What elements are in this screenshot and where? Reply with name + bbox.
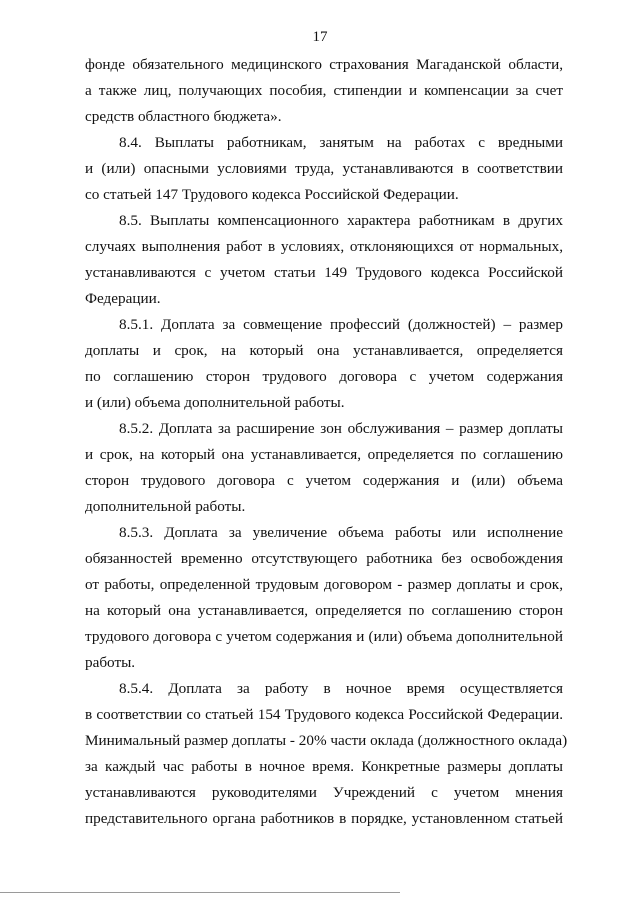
text-line: средств областного бюджета». [85, 108, 282, 125]
text-line: в соответствии со статьей 154 Трудового кодекса Российской Федерации. [85, 706, 563, 723]
text-line: 8.5.1. Доплата за совмещение профессий (должностей) – размер [119, 316, 563, 333]
text-line: на который она устанавливается, определяется по соглашению сторон [85, 602, 563, 619]
text-line: со статьей 147 Трудового кодекса Российской Федерации. [85, 186, 459, 203]
text-line: случаях выполнения работ в условиях, отклоняющихся от нормальных, [85, 238, 563, 255]
text-line: дополнительной работы. [85, 498, 246, 515]
paragraph-8-5-4 [85, 676, 568, 832]
text-line: и срок, на который она устанавливается, определяется по соглашению [85, 446, 563, 463]
paragraph-8-4 [85, 130, 563, 208]
document-body [85, 52, 568, 832]
paragraph-8-5 [85, 208, 563, 312]
paragraph-continuation [85, 52, 563, 130]
text-line: представительного органа работников в порядке, установленном статьей [85, 810, 563, 827]
paragraph-8-5-2 [85, 416, 563, 520]
text-line: сторон трудового договора с учетом содержания и (или) объема [85, 472, 563, 489]
text-line: обязанностей временно отсутствующего работника без освобождения [85, 550, 563, 567]
text-line: трудового договора с учетом содержания и (или) объема дополнительной [85, 628, 563, 645]
text-line: за каждый час работы в ночное время. Конкретные размеры доплаты [85, 758, 563, 775]
page-number: 17 [312, 29, 328, 45]
text-line: 8.4. Выплаты работникам, занятым на работах с вредными [119, 134, 563, 151]
text-line: устанавливаются руководителями Учреждений с учетом мнения [85, 784, 563, 801]
footer-divider [0, 892, 400, 893]
text-line: устанавливаются с учетом статьи 149 Трудового кодекса Российской [85, 264, 563, 281]
text-line: и (или) опасными условиями труда, устанавливаются в соответствии [85, 160, 563, 177]
paragraph-8-5-1 [85, 312, 563, 416]
text-line: а также лиц, получающих пособия, стипендии и компенсации за счет [85, 82, 563, 99]
text-line: Минимальный размер доплаты - 20% части оклада (должностного оклада) [85, 732, 568, 749]
text-line: 8.5.3. Доплата за увеличение объема работы или исполнение [119, 524, 563, 541]
text-line: работы. [85, 654, 136, 671]
text-line: доплаты и срок, на который она устанавливается, определяется [85, 342, 563, 359]
text-line: 8.5. Выплаты компенсационного характера работникам в других [119, 212, 563, 229]
text-line: 8.5.2. Доплата за расширение зон обслуживания – размер доплаты [119, 420, 563, 437]
text-line: фонде обязательного медицинского страхования Магаданской области, [85, 56, 563, 73]
paragraph-8-5-3 [85, 520, 563, 676]
text-line: по соглашению сторон трудового договора с учетом содержания [85, 368, 563, 385]
text-line: 8.5.4. Доплата за работу в ночное время осуществляется [119, 680, 563, 697]
text-line: от работы, определенной трудовым договором - размер доплаты и срок, [85, 576, 563, 593]
text-line: Федерации. [85, 290, 161, 307]
text-line: и (или) объема дополнительной работы. [85, 394, 345, 411]
